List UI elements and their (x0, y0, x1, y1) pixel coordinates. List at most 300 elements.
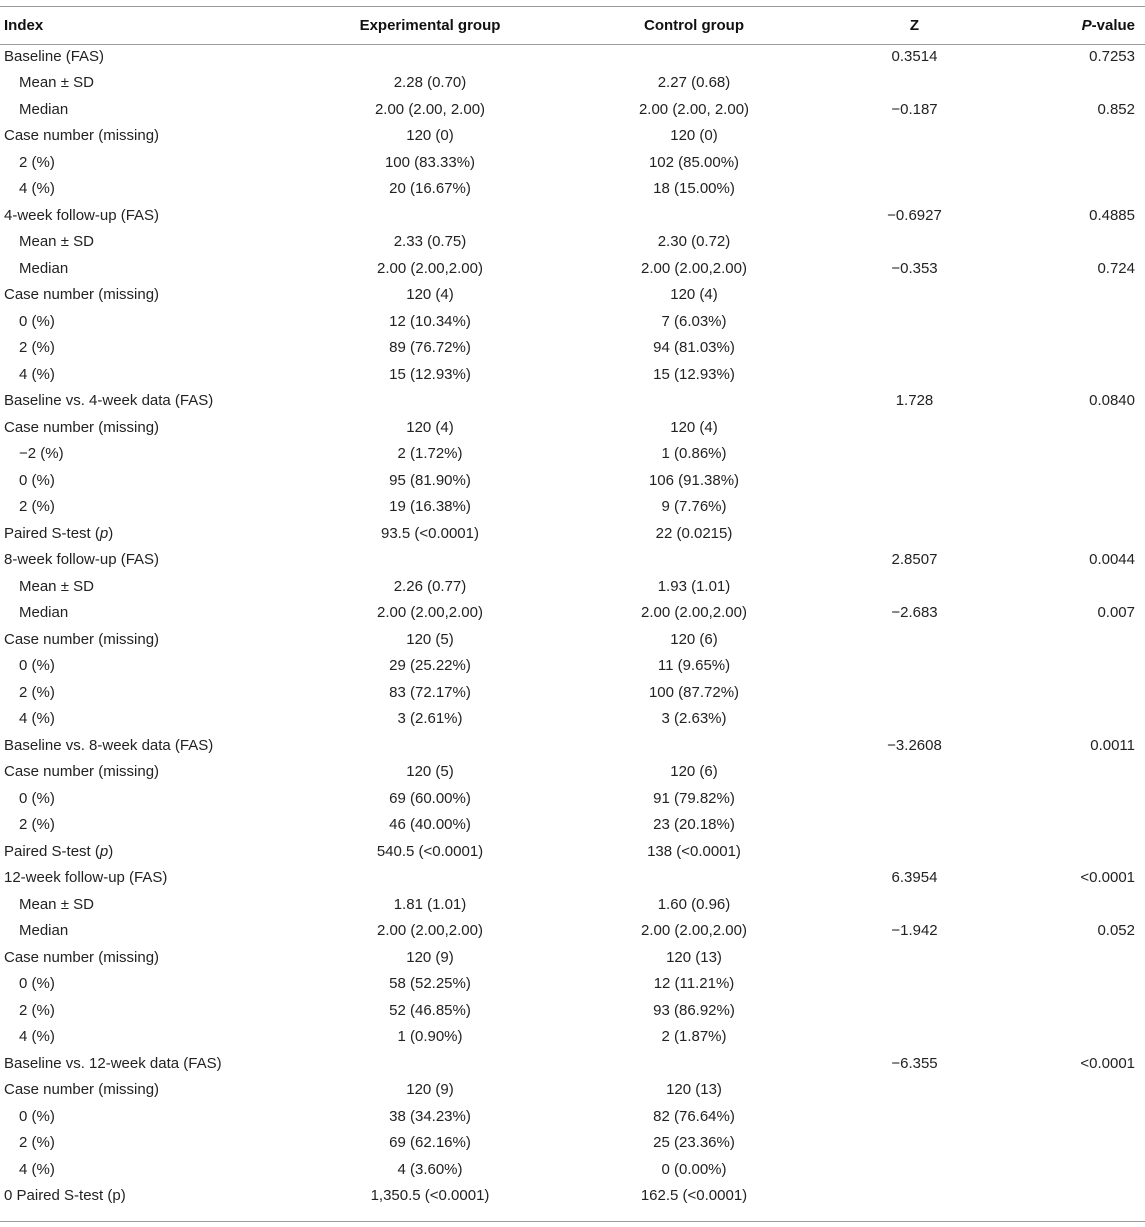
table-row (0, 944, 1145, 971)
row-label-cell (0, 308, 250, 335)
control-cell: 11 (9.65%) (657, 657, 731, 675)
row-label-text: Case number (missing) (4, 286, 160, 304)
row-label (4, 498, 55, 515)
row-label-text: 2 (%) (19, 339, 55, 357)
row-label (4, 737, 213, 754)
table-row (0, 785, 1145, 812)
p-value-cell: 0.052 (1097, 922, 1135, 940)
experimental-cell: 93.5 (<0.0001) (381, 524, 479, 542)
row-label (4, 1081, 159, 1098)
experimental-cell: 2.28 (0.70) (393, 74, 467, 92)
control-cell (610, 547, 778, 574)
experimental-cell: 3 (2.61%) (397, 710, 463, 728)
control-cell: 120 (4) (670, 286, 718, 304)
row-label-cell (0, 202, 250, 229)
header-control-group: Control group (644, 17, 744, 34)
row-label (4, 949, 159, 966)
z-cell (778, 891, 1051, 918)
table-row (0, 573, 1145, 600)
experimental-cell: 120 (5) (406, 630, 454, 648)
experimental-cell (250, 202, 610, 229)
control-cell: 2.00 (2.00,2.00) (641, 604, 747, 622)
p-value-cell (1051, 441, 1145, 468)
row-label-text: Mean ± SD (19, 895, 94, 913)
control-cell: 2.00 (2.00,2.00) (641, 922, 747, 940)
experimental-cell: 38 (34.23%) (389, 1107, 471, 1125)
p-value-cell (1051, 308, 1145, 335)
row-label (4, 1187, 126, 1204)
control-cell: 2.30 (0.72) (657, 233, 731, 251)
row-label-cell (0, 494, 250, 521)
table-row (0, 96, 1145, 123)
p-value-cell: 0.4885 (1089, 206, 1135, 224)
experimental-cell: 4 (3.60%) (397, 1160, 463, 1178)
p-value-cell (1051, 653, 1145, 680)
table-row (0, 414, 1145, 441)
experimental-cell: 20 (16.67%) (389, 180, 471, 198)
control-cell: 1.93 (1.01) (657, 577, 731, 595)
row-label (4, 710, 55, 727)
control-cell: 162.5 (<0.0001) (640, 1187, 748, 1205)
row-label-cell (0, 997, 250, 1024)
z-cell (778, 573, 1051, 600)
experimental-cell: 1 (0.90%) (397, 1028, 463, 1046)
control-cell: 120 (6) (670, 763, 718, 781)
row-label-text: 4 (%) (19, 1028, 55, 1046)
row-label (4, 1028, 55, 1045)
control-cell: 120 (6) (670, 630, 718, 648)
row-label (4, 1055, 222, 1072)
experimental-cell: 95 (81.90%) (389, 471, 471, 489)
row-label-text: Baseline vs. 8-week data (FAS) (4, 736, 214, 754)
row-label-cell (0, 706, 250, 733)
experimental-cell: 1.81 (1.01) (393, 895, 467, 913)
control-cell: 2.27 (0.68) (657, 74, 731, 92)
row-label (4, 233, 94, 250)
header-p-italic: P (1081, 17, 1092, 34)
z-cell (778, 653, 1051, 680)
z-cell (778, 335, 1051, 362)
row-label-cell (0, 1103, 250, 1130)
row-label-cell (0, 43, 250, 70)
row-label-cell (0, 70, 250, 97)
row-label-text: 2 (%) (19, 153, 55, 171)
table-row (0, 43, 1145, 70)
row-label-text: Paired S-test ( (4, 842, 100, 860)
experimental-cell: 46 (40.00%) (389, 816, 471, 834)
row-label-text: 0 Paired S-test (p) (4, 1187, 126, 1205)
row-label-cell (0, 944, 250, 971)
p-value-cell (1051, 573, 1145, 600)
control-cell: 1.60 (0.96) (657, 895, 731, 913)
p-value-cell (1051, 520, 1145, 547)
experimental-cell: 120 (9) (406, 948, 454, 966)
row-label-cell (0, 732, 250, 759)
p-value-cell (1051, 149, 1145, 176)
control-cell: 120 (13) (666, 1081, 722, 1099)
p-value-cell (1051, 838, 1145, 865)
control-cell: 2.00 (2.00,2.00) (641, 259, 747, 277)
row-label-text: −2 (%) (19, 445, 64, 463)
control-cell (610, 388, 778, 415)
experimental-cell: 2.33 (0.75) (393, 233, 467, 251)
row-label-text: 4 (%) (19, 1160, 55, 1178)
experimental-cell: 2.00 (2.00,2.00) (377, 604, 483, 622)
table-row (0, 759, 1145, 786)
z-cell (778, 971, 1051, 998)
table-row (0, 70, 1145, 97)
experimental-cell (250, 865, 610, 892)
p-value-cell (1051, 1130, 1145, 1157)
control-cell: 25 (23.36%) (653, 1134, 735, 1152)
row-label-text: Median (19, 604, 69, 622)
p-value-cell (1051, 176, 1145, 203)
control-cell: 2 (1.87%) (661, 1028, 727, 1046)
results-table (0, 8, 1145, 1209)
row-label-text: 4 (%) (19, 180, 55, 198)
row-label (4, 154, 55, 171)
row-label-cell (0, 361, 250, 388)
row-label-text: Mean ± SD (19, 577, 94, 595)
table-row (0, 467, 1145, 494)
row-label-cell (0, 1183, 250, 1210)
z-cell: 0.3514 (891, 47, 938, 65)
row-label-text: 2 (%) (19, 498, 55, 516)
row-label-text: 4 (%) (19, 710, 55, 728)
experimental-cell: 15 (12.93%) (389, 365, 471, 383)
table-row (0, 494, 1145, 521)
row-label (4, 790, 55, 807)
experimental-cell (250, 547, 610, 574)
row-label (4, 551, 159, 568)
control-cell: 18 (15.00%) (653, 180, 735, 198)
row-label-text: Median (19, 259, 69, 277)
row-label-cell (0, 1156, 250, 1183)
experimental-cell: 120 (4) (406, 418, 454, 436)
row-label-cell (0, 759, 250, 786)
row-label-text: Mean ± SD (19, 74, 94, 92)
row-label (4, 631, 159, 648)
experimental-cell (250, 732, 610, 759)
z-cell (778, 494, 1051, 521)
control-cell: 120 (0) (670, 127, 718, 145)
table-body (0, 43, 1145, 1209)
z-cell: −0.353 (891, 259, 938, 277)
control-cell: 93 (86.92%) (653, 1001, 735, 1019)
p-value-cell: 0.0011 (1090, 736, 1135, 754)
control-cell (610, 202, 778, 229)
table-row (0, 123, 1145, 150)
table-row (0, 229, 1145, 256)
z-cell (778, 1130, 1051, 1157)
p-value-cell (1051, 812, 1145, 839)
z-cell (778, 812, 1051, 839)
p-value-cell (1051, 335, 1145, 362)
experimental-cell: 120 (4) (406, 286, 454, 304)
row-label (4, 127, 159, 144)
row-label-cell (0, 388, 250, 415)
row-label-text: 0 (%) (19, 471, 55, 489)
row-label-suffix: ) (108, 842, 114, 860)
control-cell: 0 (0.00%) (661, 1160, 727, 1178)
experimental-cell: 83 (72.17%) (389, 683, 471, 701)
experimental-cell: 2.00 (2.00, 2.00) (374, 100, 486, 118)
row-label (4, 419, 159, 436)
p-value-cell (1051, 785, 1145, 812)
table-header (0, 8, 1145, 43)
z-cell (778, 997, 1051, 1024)
p-value-cell (1051, 626, 1145, 653)
row-label-text: Paired S-test ( (4, 524, 100, 542)
row-label-cell (0, 149, 250, 176)
control-cell (610, 1050, 778, 1077)
p-value-cell (1051, 282, 1145, 309)
row-label-text: Median (19, 100, 69, 118)
row-label-text: Case number (missing) (4, 127, 160, 145)
experimental-cell: 2 (1.72%) (397, 445, 463, 463)
row-label (4, 896, 94, 913)
experimental-cell: 100 (83.33%) (384, 153, 476, 171)
control-cell: 106 (91.38%) (648, 471, 740, 489)
row-label-text: 8-week follow-up (FAS) (4, 551, 160, 569)
row-label-text: Baseline vs. 12-week data (FAS) (4, 1054, 222, 1072)
z-cell (778, 441, 1051, 468)
row-label (4, 313, 55, 330)
header-p-value (1051, 8, 1145, 43)
table-top-rule (0, 6, 1145, 7)
z-cell (778, 229, 1051, 256)
row-label (4, 604, 68, 621)
experimental-cell (250, 1050, 610, 1077)
p-value-cell (1051, 997, 1145, 1024)
header-p-suffix: -value (1091, 17, 1135, 34)
header-z: Z (909, 17, 920, 34)
row-label (4, 816, 55, 833)
row-label-cell (0, 653, 250, 680)
z-cell (778, 149, 1051, 176)
control-cell: 82 (76.64%) (653, 1107, 735, 1125)
row-label-suffix: ) (108, 524, 114, 542)
table-row (0, 679, 1145, 706)
table-row (0, 282, 1145, 309)
row-label-text: 2 (%) (19, 683, 55, 701)
p-value-cell (1051, 467, 1145, 494)
experimental-cell: 29 (25.22%) (389, 657, 471, 675)
table-row (0, 1183, 1145, 1210)
p-value-cell (1051, 123, 1145, 150)
row-label-cell (0, 255, 250, 282)
p-value-cell (1051, 229, 1145, 256)
z-cell (778, 944, 1051, 971)
p-value-cell: 0.7253 (1089, 47, 1135, 65)
p-value-cell: <0.0001 (1080, 869, 1135, 887)
row-label-cell (0, 1024, 250, 1051)
row-label (4, 843, 113, 860)
control-cell: 120 (13) (666, 948, 722, 966)
row-label-text: Baseline (FAS) (4, 47, 105, 65)
row-label (4, 684, 55, 701)
experimental-cell: 540.5 (<0.0001) (376, 842, 484, 860)
p-value-cell: <0.0001 (1080, 1054, 1135, 1072)
table-row (0, 202, 1145, 229)
row-label (4, 260, 68, 277)
table-row (0, 255, 1145, 282)
p-value-cell (1051, 1024, 1145, 1051)
z-cell: 6.3954 (891, 869, 938, 887)
control-cell: 94 (81.03%) (653, 339, 735, 357)
z-cell (778, 414, 1051, 441)
experimental-cell: 52 (46.85%) (389, 1001, 471, 1019)
p-value-cell: 0.852 (1097, 100, 1135, 118)
table-row (0, 997, 1145, 1024)
row-label-text: Case number (missing) (4, 630, 160, 648)
table-row (0, 388, 1145, 415)
row-label-cell (0, 1050, 250, 1077)
z-cell (778, 706, 1051, 733)
p-value-cell (1051, 494, 1145, 521)
row-label (4, 578, 94, 595)
p-value-cell (1051, 1183, 1145, 1210)
control-cell: 102 (85.00%) (648, 153, 740, 171)
experimental-cell: 2.00 (2.00,2.00) (377, 922, 483, 940)
p-value-cell (1051, 679, 1145, 706)
table-row (0, 308, 1145, 335)
z-cell (778, 308, 1051, 335)
row-label-cell (0, 229, 250, 256)
experimental-cell: 1,350.5 (<0.0001) (370, 1187, 490, 1205)
experimental-cell: 120 (5) (406, 763, 454, 781)
row-label (4, 180, 55, 197)
table-row (0, 441, 1145, 468)
table-row (0, 600, 1145, 627)
control-cell (610, 732, 778, 759)
row-label-cell (0, 1077, 250, 1104)
z-cell (778, 361, 1051, 388)
row-label-cell (0, 520, 250, 547)
row-label-cell (0, 626, 250, 653)
row-label-cell (0, 812, 250, 839)
row-label-text: 0 (%) (19, 789, 55, 807)
p-value-cell: 0.007 (1097, 604, 1135, 622)
z-cell: −3.2608 (887, 736, 942, 754)
z-cell: −2.683 (891, 604, 938, 622)
row-label (4, 1002, 55, 1019)
row-label-cell (0, 785, 250, 812)
experimental-cell: 120 (9) (406, 1081, 454, 1099)
row-label (4, 392, 213, 409)
row-label-text: 0 (%) (19, 1107, 55, 1125)
row-label-cell (0, 918, 250, 945)
row-label-text: 0 (%) (19, 975, 55, 993)
row-label-text: 2 (%) (19, 1001, 55, 1019)
table-row (0, 547, 1145, 574)
row-label (4, 366, 55, 383)
z-cell: −1.942 (891, 922, 938, 940)
table-row (0, 1103, 1145, 1130)
p-value-cell (1051, 759, 1145, 786)
p-value-cell: 0.724 (1097, 259, 1135, 277)
row-label (4, 657, 55, 674)
row-label-cell (0, 547, 250, 574)
row-label (4, 101, 68, 118)
table-row (0, 1156, 1145, 1183)
row-label-text: 0 (%) (19, 657, 55, 675)
z-cell (778, 1183, 1051, 1210)
table-row (0, 1077, 1145, 1104)
control-cell: 91 (79.82%) (653, 789, 735, 807)
table-row (0, 1024, 1145, 1051)
row-label (4, 207, 159, 224)
p-value-cell (1051, 1156, 1145, 1183)
table-row (0, 732, 1145, 759)
experimental-cell: 120 (0) (406, 127, 454, 145)
row-label (4, 1161, 55, 1178)
row-label-text: 4-week follow-up (FAS) (4, 206, 160, 224)
row-label (4, 525, 113, 542)
control-cell: 138 (<0.0001) (647, 842, 741, 860)
row-label (4, 472, 55, 489)
header-row (0, 8, 1145, 43)
row-label-cell (0, 971, 250, 998)
experimental-cell: 19 (16.38%) (389, 498, 471, 516)
row-label-text: Baseline vs. 4-week data (FAS) (4, 392, 214, 410)
row-label-italic: p (99, 524, 109, 542)
row-label-cell (0, 865, 250, 892)
control-cell: 2.00 (2.00, 2.00) (638, 100, 750, 118)
row-label-cell (0, 600, 250, 627)
experimental-cell: 69 (60.00%) (389, 789, 471, 807)
row-label (4, 869, 167, 886)
control-cell: 100 (87.72%) (648, 683, 740, 701)
experimental-cell (250, 43, 610, 70)
control-cell: 120 (4) (670, 418, 718, 436)
table-row (0, 971, 1145, 998)
row-label (4, 48, 104, 65)
control-cell: 3 (2.63%) (661, 710, 727, 728)
row-label (4, 763, 159, 780)
experimental-cell: 2.00 (2.00,2.00) (377, 259, 483, 277)
row-label (4, 922, 68, 939)
experimental-cell: 58 (52.25%) (389, 975, 471, 993)
table-row (0, 812, 1145, 839)
p-value-cell (1051, 414, 1145, 441)
row-label-cell (0, 282, 250, 309)
z-cell (778, 1077, 1051, 1104)
row-label-cell (0, 123, 250, 150)
row-label-cell (0, 679, 250, 706)
p-value-cell (1051, 891, 1145, 918)
row-label-text: 12-week follow-up (FAS) (4, 869, 168, 887)
control-cell: 7 (6.03%) (661, 312, 727, 330)
z-cell: 2.8507 (891, 551, 938, 569)
z-cell (778, 626, 1051, 653)
z-cell (778, 1024, 1051, 1051)
control-cell (610, 43, 778, 70)
row-label-text: 0 (%) (19, 312, 55, 330)
z-cell: 1.728 (895, 392, 934, 410)
experimental-cell: 89 (76.72%) (389, 339, 471, 357)
table-row (0, 335, 1145, 362)
control-cell: 9 (7.76%) (661, 498, 727, 516)
row-label-cell (0, 441, 250, 468)
z-cell (778, 520, 1051, 547)
control-cell: 12 (11.21%) (653, 975, 735, 993)
z-cell (778, 759, 1051, 786)
z-cell (778, 679, 1051, 706)
row-label-cell (0, 891, 250, 918)
control-cell: 15 (12.93%) (653, 365, 735, 383)
row-label-text: 2 (%) (19, 1134, 55, 1152)
